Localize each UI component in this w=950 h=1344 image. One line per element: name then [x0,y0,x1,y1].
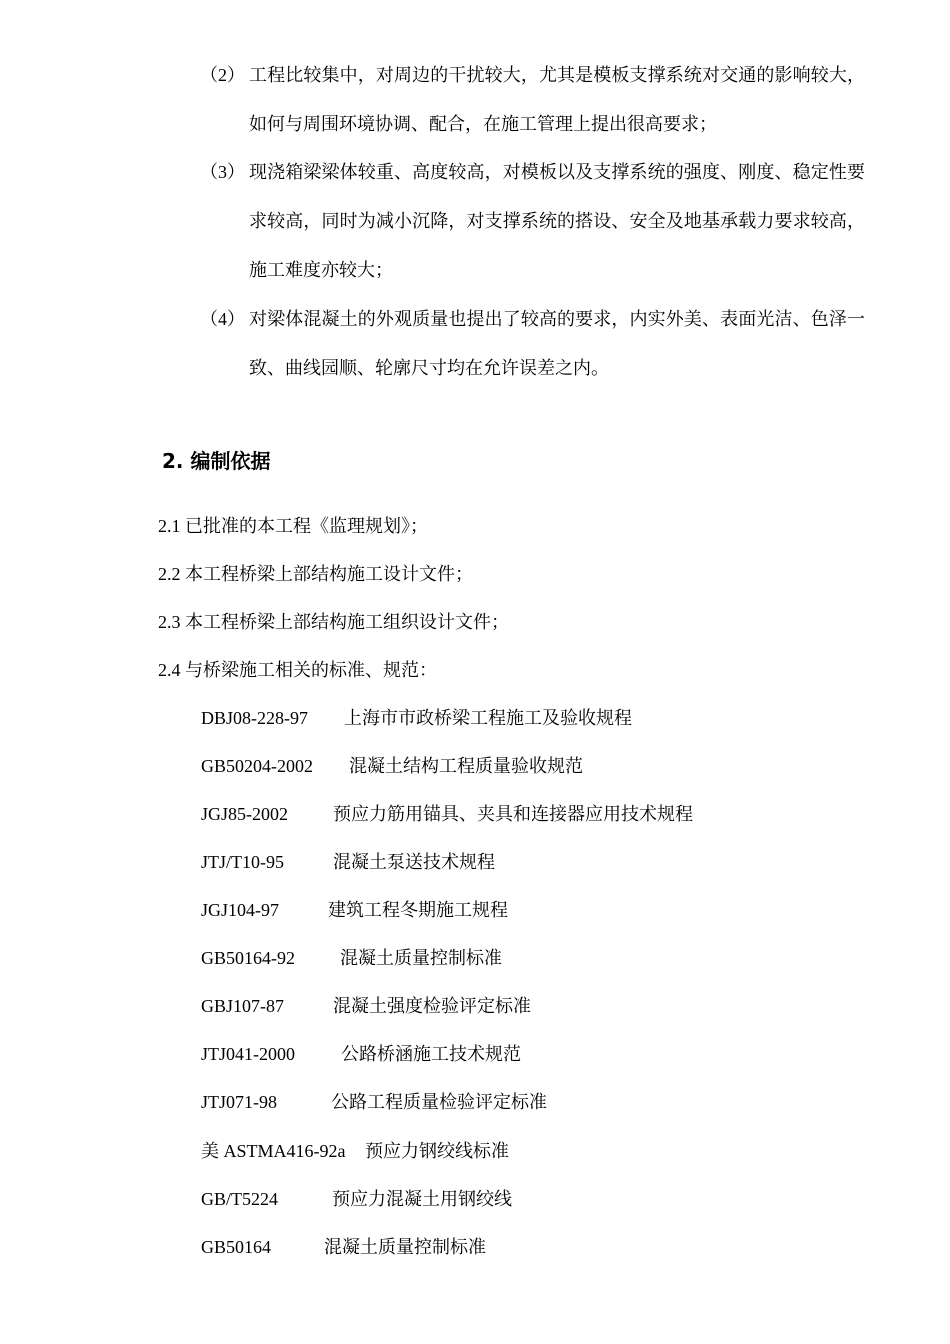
standard-row [201,1088,547,1116]
standard-row [201,704,632,732]
list-item-text: 对梁体混凝土的外观质量也提出了较高的要求，内实外美、表面光洁、色泽一致、曲线园顺、轮廓尺寸均在允许误差之内。 [249,309,865,378]
standard-code: JGJ104-97 [201,900,280,920]
standard-row [201,1137,509,1165]
standard-code: JTJ041-2000 [201,1044,295,1064]
standard-title: 预应力筋用锚具、夹具和连接器应用技术规程 [333,804,693,824]
standard-title: 混凝土质量控制标准 [340,948,502,968]
standard-code: GB50164 [201,1237,272,1257]
standard-row [201,896,508,924]
basis-item: 2.2 本工程桥梁上部结构施工设计文件； [158,564,473,584]
standard-row [201,1040,521,1068]
standard-title: 预应力钢绞线标准 [365,1141,509,1161]
standard-title: 混凝土强度检验评定标准 [333,996,531,1016]
standard-row [201,992,531,1020]
standard-code: JGJ85-2002 [201,804,289,824]
standard-title: 上海市市政桥梁工程施工及验收规程 [344,708,632,728]
standard-title: 混凝土结构工程质量验收规范 [349,756,583,776]
standard-code: JTJ071-98 [201,1092,277,1112]
standard-title: 建筑工程冬期施工规程 [328,900,508,920]
standard-code: GB/T5224 [201,1189,279,1209]
list-item-text: 工程比较集中，对周边的干扰较大，尤其是模板支撑系统对交通的影响较大，如何与周围环境协调、配合，在施工管理上提出很高要求； [249,65,865,134]
basis-item: 2.1 已批准的本工程《监理规划》； [158,516,428,536]
standard-title: 预应力混凝土用钢绞线 [332,1189,512,1209]
basis-item: 2.4 与桥梁施工相关的标准、规范： [158,660,437,680]
standard-title: 公路工程质量检验评定标准 [331,1092,547,1112]
standard-title: 混凝土质量控制标准 [324,1237,486,1257]
list-item [200,295,865,393]
standard-code: GB50204-2002 [201,756,313,776]
section-heading: 2. 编制依据 [162,449,271,473]
standard-row [201,848,495,876]
standard-code: DBJ08-228-97 [201,708,308,728]
standard-row [201,800,693,828]
standard-code: GB50164-92 [201,948,295,968]
standard-title: 公路桥涵施工技术规范 [341,1044,521,1064]
standard-row [201,1185,512,1213]
standard-title: 混凝土泵送技术规程 [333,852,495,872]
standard-code: 美 ASTMA416-92a [201,1141,346,1161]
basis-item: 2.3 本工程桥梁上部结构施工组织设计文件； [158,612,509,632]
standard-code: GBJ107-87 [201,996,285,1016]
list-item-number: （3） [200,162,245,182]
list-item-number: （4） [200,309,245,329]
list-item [200,51,865,149]
standard-code: JTJ/T10-95 [201,852,284,872]
standard-row [201,1233,486,1261]
standard-row [201,944,502,972]
list-item-text: 现浇箱梁梁体较重、高度较高，对模板以及支撑系统的强度、刚度、稳定性要求较高，同时为减小沉降，对支撑系统的搭设、安全及地基承载力要求较高，施工难度亦较大； [249,162,865,280]
list-item [200,148,865,295]
list-item-number: （2） [200,65,245,85]
standard-row [201,752,583,780]
